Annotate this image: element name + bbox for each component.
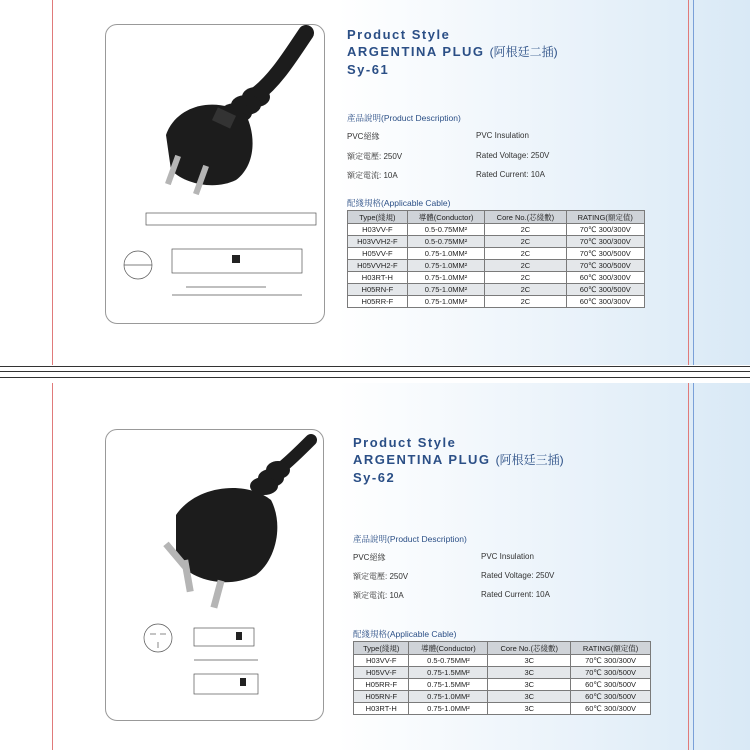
description-heading: 產品說明(Product Description) <box>347 113 461 123</box>
spec-cn: PVC絕緣 <box>353 553 386 562</box>
title-cn: (阿根廷三插) <box>495 453 564 467</box>
cell-type: H05VV-F <box>354 667 409 679</box>
cell-conductor: 0.5-0.75MM² <box>409 655 488 667</box>
cell-rating: 70℃ 300/300V <box>571 655 651 667</box>
cell-type: H05VV-F <box>348 248 408 260</box>
header-rating: RATING(額定值) <box>566 211 644 224</box>
cell-rating: 70℃ 300/300V <box>566 224 644 236</box>
spec-cn: 額定電壓: 250V <box>347 152 403 161</box>
product-sheet-sy61 <box>0 0 750 365</box>
spec-en: Rated Current: 10A <box>476 170 545 179</box>
table-row <box>348 260 645 272</box>
cell-conductor: 0.75-1.0MM² <box>407 260 485 272</box>
margin-line <box>688 0 689 365</box>
title-line1: Product Style <box>353 435 457 450</box>
title-cn: (阿根廷二插) <box>489 45 558 59</box>
table-row <box>354 667 651 679</box>
cell-core: 3C <box>488 703 571 715</box>
cell-conductor: 0.75-1.0MM² <box>407 296 485 308</box>
table-row <box>348 272 645 284</box>
cell-rating: 70℃ 300/500V <box>571 667 651 679</box>
cell-core: 3C <box>488 667 571 679</box>
margin-line <box>693 0 694 365</box>
cell-rating: 60℃ 300/500V <box>571 691 651 703</box>
table-row <box>354 655 651 667</box>
cell-core: 3C <box>488 691 571 703</box>
header-type: Type(綫規) <box>354 642 409 655</box>
spec-en: Rated Voltage: 250V <box>476 151 550 160</box>
page-divider <box>0 377 750 378</box>
product-photo-frame <box>105 24 325 324</box>
page-divider <box>0 371 750 372</box>
table-row <box>354 691 651 703</box>
margin-line <box>52 0 53 365</box>
spec-en: Rated Current: 10A <box>481 590 550 599</box>
cell-conductor: 0.75-1.0MM² <box>407 272 485 284</box>
title-line2: ARGENTINA PLUG <box>353 452 491 467</box>
margin-line <box>52 383 53 750</box>
table-header-row <box>348 211 645 224</box>
spec-cn: 額定電壓: 250V <box>353 572 409 581</box>
table-row <box>354 679 651 691</box>
product-title <box>353 434 564 486</box>
cell-conductor: 0.75-1.0MM² <box>409 691 488 703</box>
cell-rating: 60℃ 300/500V <box>566 284 644 296</box>
table-row <box>348 224 645 236</box>
cell-rating: 70℃ 300/500V <box>566 260 644 272</box>
cell-type: H03VVH2-F <box>348 236 408 248</box>
spec-en: PVC Insulation <box>481 552 534 561</box>
product-sheet-sy62 <box>0 383 750 750</box>
header-rating: RATING(額定值) <box>571 642 651 655</box>
product-title <box>347 26 558 78</box>
cell-rating: 60℃ 300/300V <box>571 703 651 715</box>
header-core: Core No.(芯綫數) <box>488 642 571 655</box>
cell-conductor: 0.75-1.5MM² <box>409 679 488 691</box>
spec-cn: 額定電流: 10A <box>347 171 398 180</box>
table-row <box>348 284 645 296</box>
table-row <box>348 248 645 260</box>
table-row <box>348 236 645 248</box>
margin-line <box>688 383 689 750</box>
margin-line <box>693 383 694 750</box>
cell-type: H05RR-F <box>348 296 408 308</box>
cell-type: H05RN-F <box>354 691 409 703</box>
table-row <box>348 296 645 308</box>
cell-core: 2C <box>485 272 566 284</box>
cell-conductor: 0.75-1.0MM² <box>407 248 485 260</box>
cell-core: 2C <box>485 236 566 248</box>
cell-conductor: 0.75-1.0MM² <box>409 703 488 715</box>
cell-core: 3C <box>488 655 571 667</box>
table-row <box>354 703 651 715</box>
cell-type: H03VV-F <box>354 655 409 667</box>
cable-heading: 配綫規格(Applicable Cable) <box>353 629 457 639</box>
cell-rating: 60℃ 300/500V <box>571 679 651 691</box>
cell-conductor: 0.75-1.5MM² <box>409 667 488 679</box>
plug-3pin-illustration <box>106 430 323 720</box>
cell-rating: 60℃ 300/300V <box>566 296 644 308</box>
spec-en: Rated Voltage: 250V <box>481 571 555 580</box>
cell-conductor: 0.5-0.75MM² <box>407 224 485 236</box>
title-line1: Product Style <box>347 27 451 42</box>
cell-type: H03RT-H <box>348 272 408 284</box>
cell-rating: 70℃ 300/300V <box>566 236 644 248</box>
product-photo-frame <box>105 429 324 721</box>
cell-core: 2C <box>485 260 566 272</box>
header-type: Type(綫規) <box>348 211 408 224</box>
cable-spec-table <box>353 641 651 715</box>
page-divider <box>0 366 750 367</box>
title-line2: ARGENTINA PLUG <box>347 44 485 59</box>
cell-core: 2C <box>485 284 566 296</box>
spec-en: PVC Insulation <box>476 131 529 140</box>
cell-core: 2C <box>485 248 566 260</box>
cell-type: H05RN-F <box>348 284 408 296</box>
cell-core: 2C <box>485 296 566 308</box>
cell-type: H03RT-H <box>354 703 409 715</box>
spec-cn: 額定電流: 10A <box>353 591 404 600</box>
cable-spec-table <box>347 210 645 308</box>
header-conductor: 導體(Conductor) <box>409 642 488 655</box>
cell-core: 2C <box>485 224 566 236</box>
cable-heading: 配綫規格(Applicable Cable) <box>347 198 451 208</box>
header-core: Core No.(芯綫數) <box>485 211 566 224</box>
model-number: Sy-61 <box>347 62 390 77</box>
cell-rating: 70℃ 300/500V <box>566 248 644 260</box>
cell-type: H03VV-F <box>348 224 408 236</box>
header-conductor: 導體(Conductor) <box>407 211 485 224</box>
spec-cn: PVC絕緣 <box>347 132 380 141</box>
cell-type: H05VVH2-F <box>348 260 408 272</box>
cell-type: H05RR-F <box>354 679 409 691</box>
cell-rating: 60℃ 300/300V <box>566 272 644 284</box>
cell-core: 3C <box>488 679 571 691</box>
description-heading: 產品說明(Product Description) <box>353 534 467 544</box>
table-header-row <box>354 642 651 655</box>
model-number: Sy-62 <box>353 470 396 485</box>
cell-conductor: 0.75-1.0MM² <box>407 284 485 296</box>
cell-conductor: 0.5-0.75MM² <box>407 236 485 248</box>
plug-2pin-illustration <box>106 25 324 323</box>
